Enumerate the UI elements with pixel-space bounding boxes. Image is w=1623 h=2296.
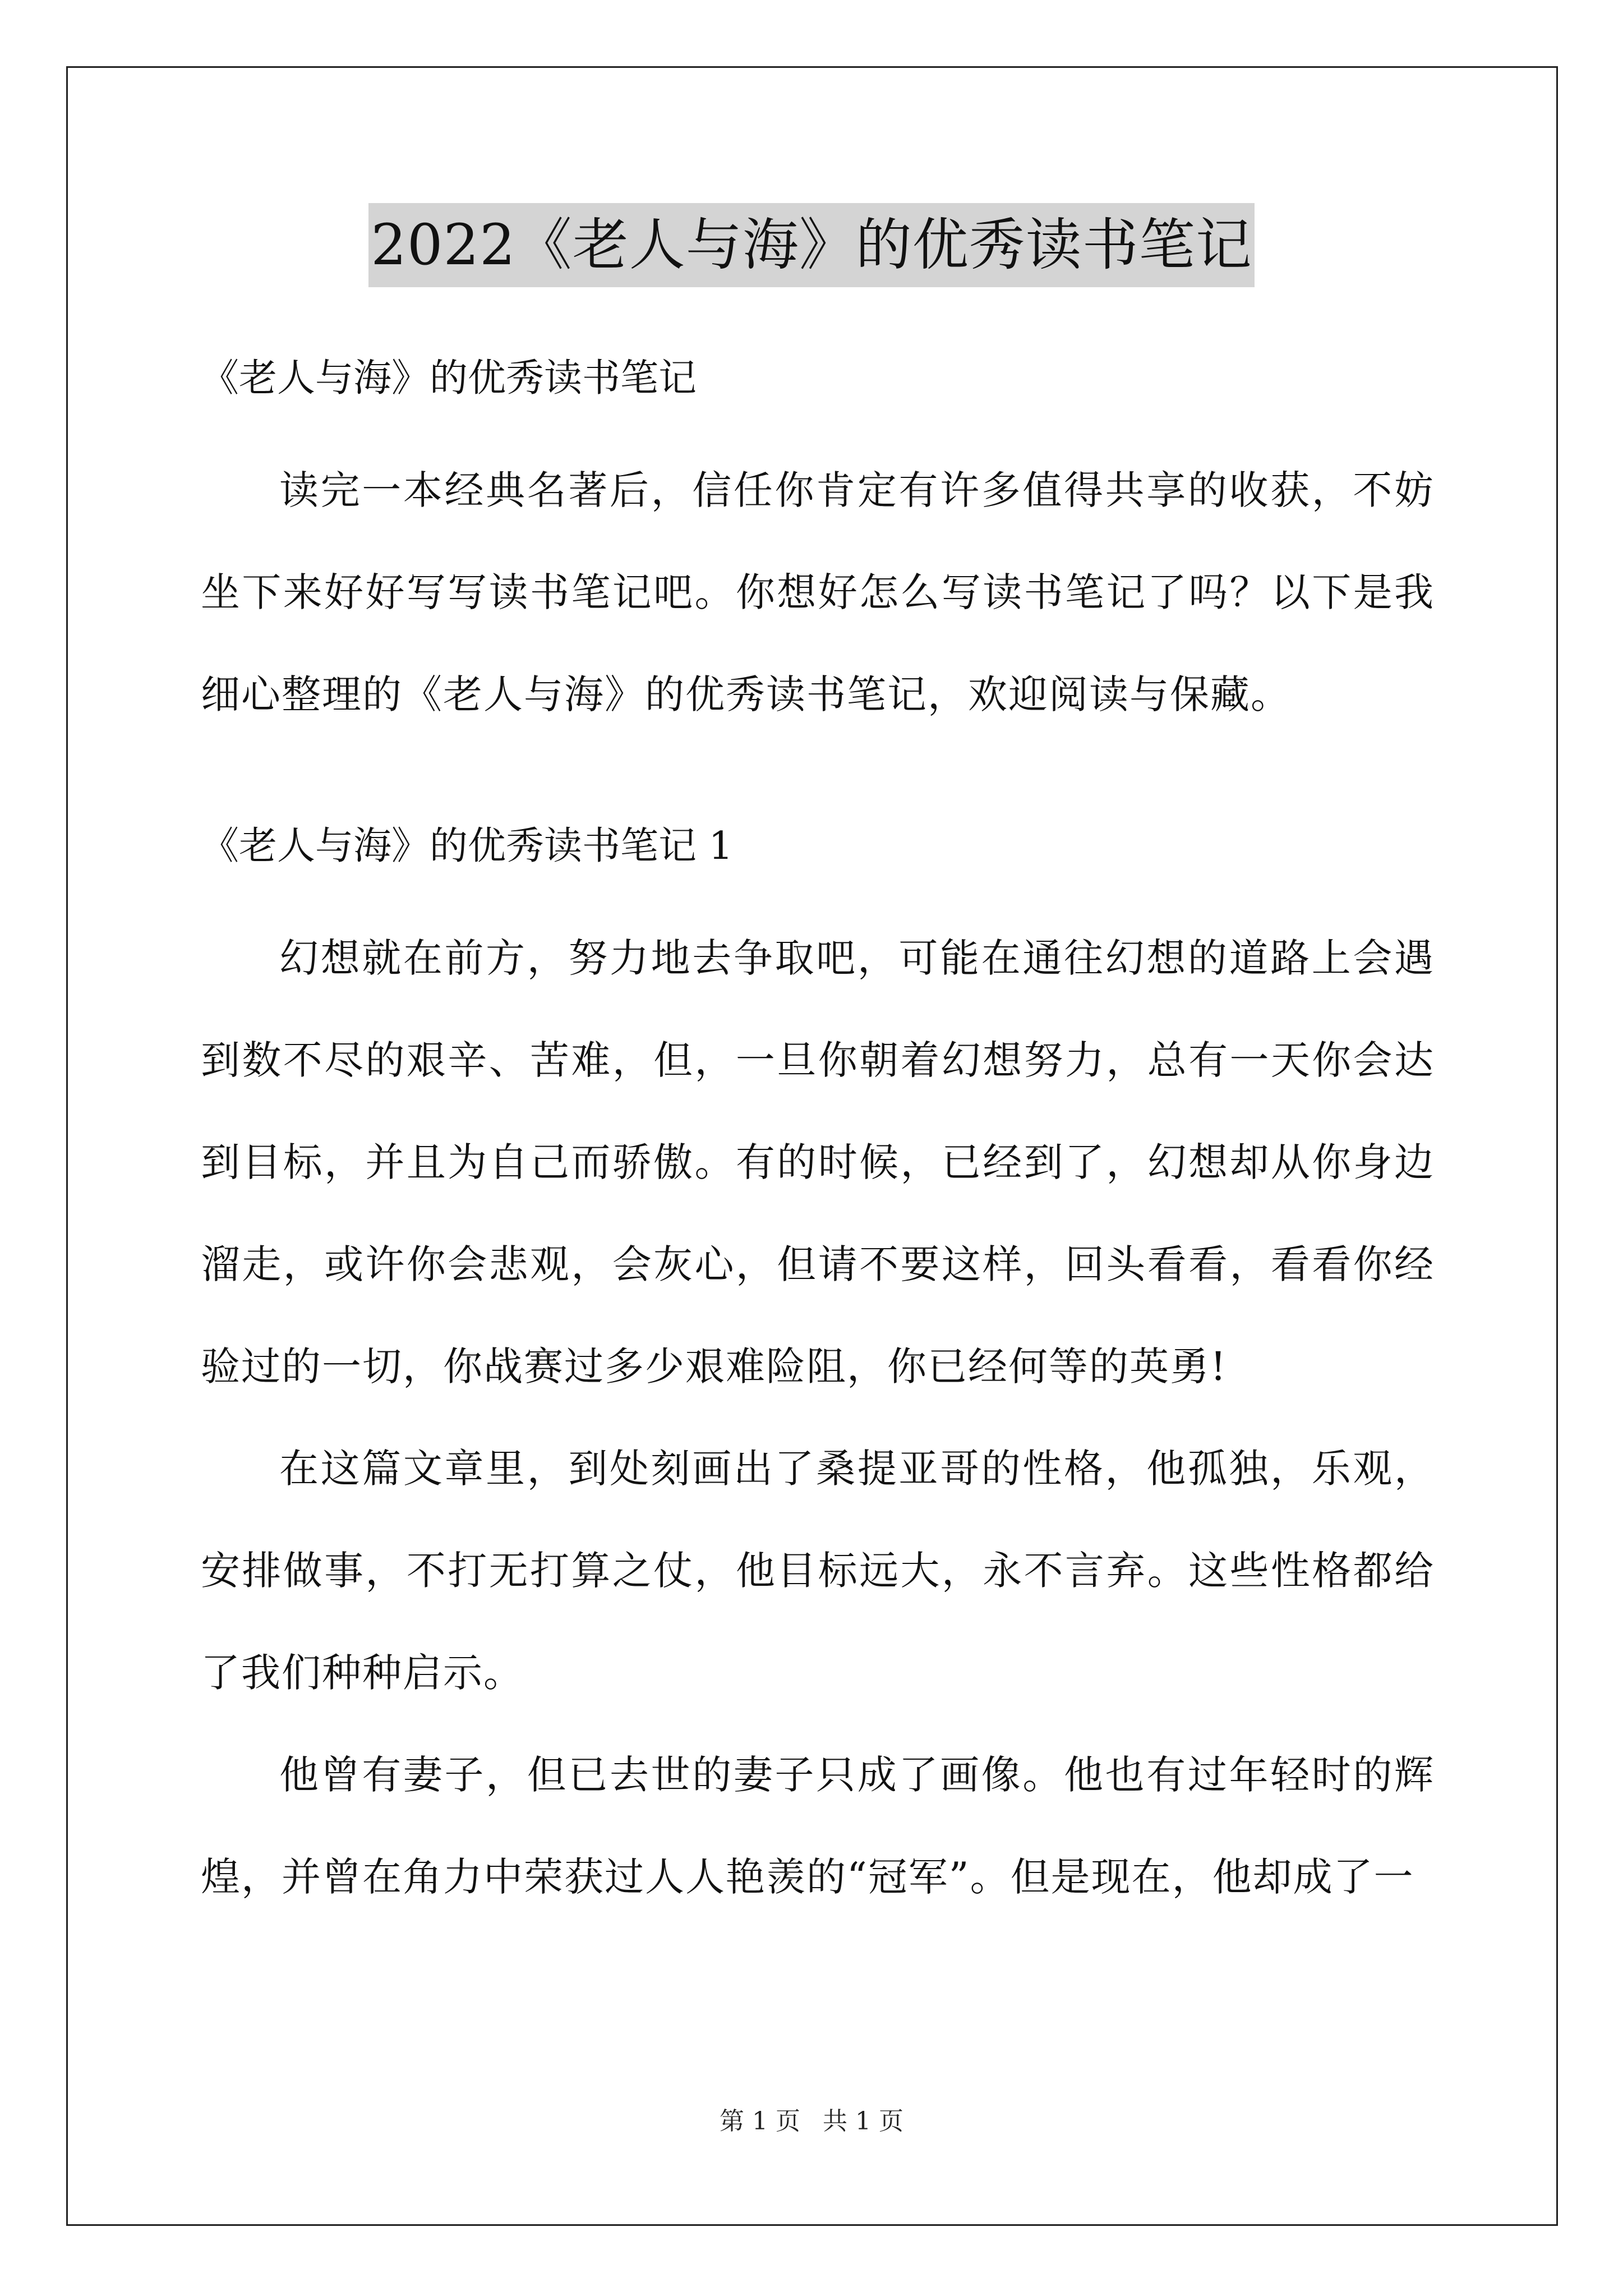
page-footer	[0, 2105, 1623, 2138]
document-title: 2022《老人与海》的优秀读书笔记	[368, 203, 1255, 287]
page-number: 第 1 页	[720, 2107, 800, 2136]
section1-paragraph-3: 他曾有妻子，但已去世的妻子只成了画像。他也有过年轻时的辉煌，并曾在角力中荣获过人人艳羡的“冠军”。但是现在，他却成了一	[201, 1752, 1435, 1900]
intro-paragraph: 读完一本经典名著后，信任你肯定有许多值得共享的收获，不妨坐下来好好写写读书笔记吧。你想好怎么写读书笔记了吗？以下是我细心整理的《老人与海》的优秀读书笔记，欢迎阅读与保藏。	[201, 467, 1435, 717]
page-total: 共 1 页	[823, 2107, 903, 2136]
section1-paragraph-1: 幻想就在前方，努力地去争取吧，可能在通往幻想的道路上会遇到数不尽的艰辛、苦难，但，一旦你朝着幻想努力，总有一天你会达到目标，并且为自己而骄傲。有的时候，已经到了，幻想却从你身边溜走，或许你会悲观，会灰心，但请不要这样，回头看看，看看你经验过的一切，你战赛过多少艰难险阻，你已经何等的英勇!	[201, 935, 1435, 1389]
section1-heading: 《老人与海》的优秀读书笔记 1	[201, 824, 733, 868]
title-container	[0, 203, 1623, 287]
document-body	[201, 345, 1435, 1928]
section1-paragraph-2: 在这篇文章里，到处刻画出了桑提亚哥的性格，他孤独，乐观，安排做事，不打无打算之仗，他目标远大，永不言弃。这些性格都给了我们种种启示。	[201, 1446, 1435, 1696]
intro-heading: 《老人与海》的优秀读书笔记	[201, 356, 697, 401]
